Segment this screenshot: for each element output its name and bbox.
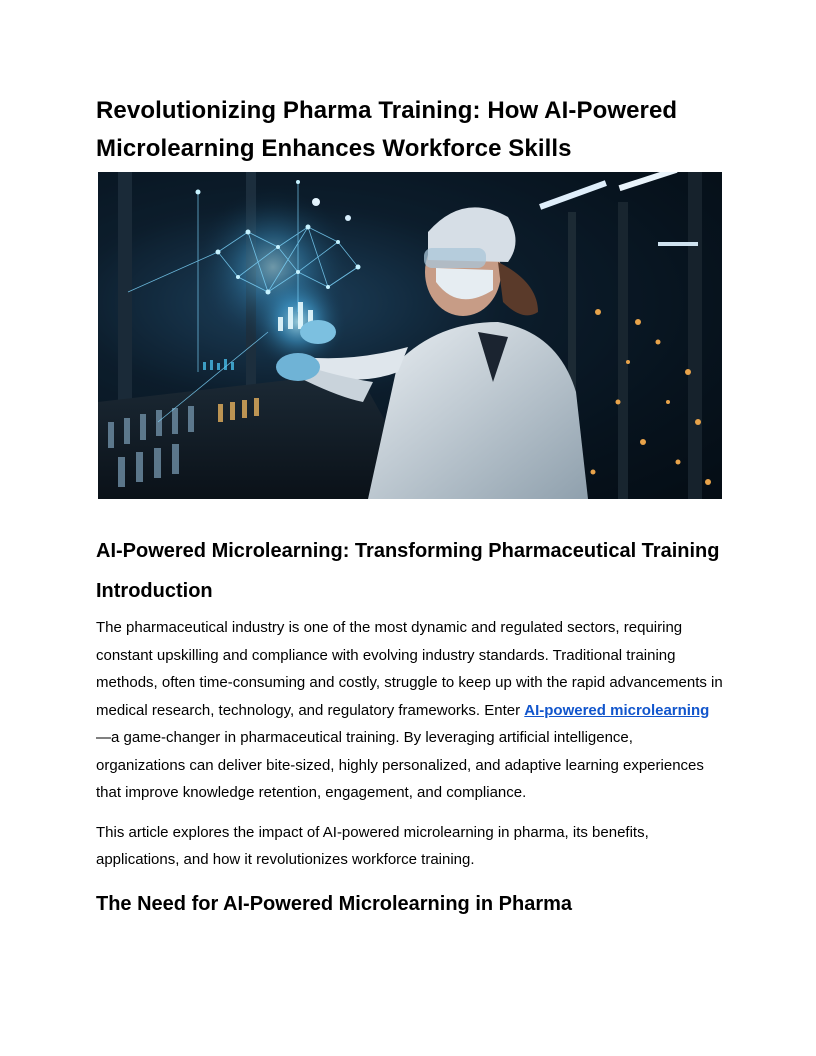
hero-illustration: [98, 172, 722, 499]
document-title: Revolutionizing Pharma Training: How AI-Powered Microlearning Enhances Workforce Skills: [96, 97, 678, 162]
intro-heading: Introduction: [96, 580, 213, 602]
section-heading: AI-Powered Microlearning: Transforming Pharmaceutical Training: [96, 540, 720, 562]
second-paragraph: This article explores the impact of AI-powered microlearning in pharma, its benefits, applications, and how it revolutionizes workforce training.: [96, 823, 649, 868]
intro-paragraph: [96, 614, 724, 807]
next-section-heading: The Need for AI-Powered Microlearning in Pharma: [96, 892, 573, 915]
hero-image-lab-scientist: [98, 172, 722, 499]
document-page: [96, 92, 724, 917]
intro-text-before-link: The pharmaceutical industry is one of the most dynamic and regulated sectors, requiring constant upskilling and compliance with evolving industry standards. Traditional training methods, often time-consuming and costly, struggle to keep up with the rapid advancements in medical research, technology, and regulatory frameworks. Enter: [96, 619, 723, 719]
ai-microlearning-link[interactable]: AI-powered microlearning: [524, 701, 710, 719]
intro-text-after-link: —a game-changer in pharmaceutical training. By leveraging artificial intelligence, organizations can deliver bite-sized, highly personalized, and adaptive learning experiences that improve knowledge retention, engagement, and compliance.: [96, 729, 704, 801]
